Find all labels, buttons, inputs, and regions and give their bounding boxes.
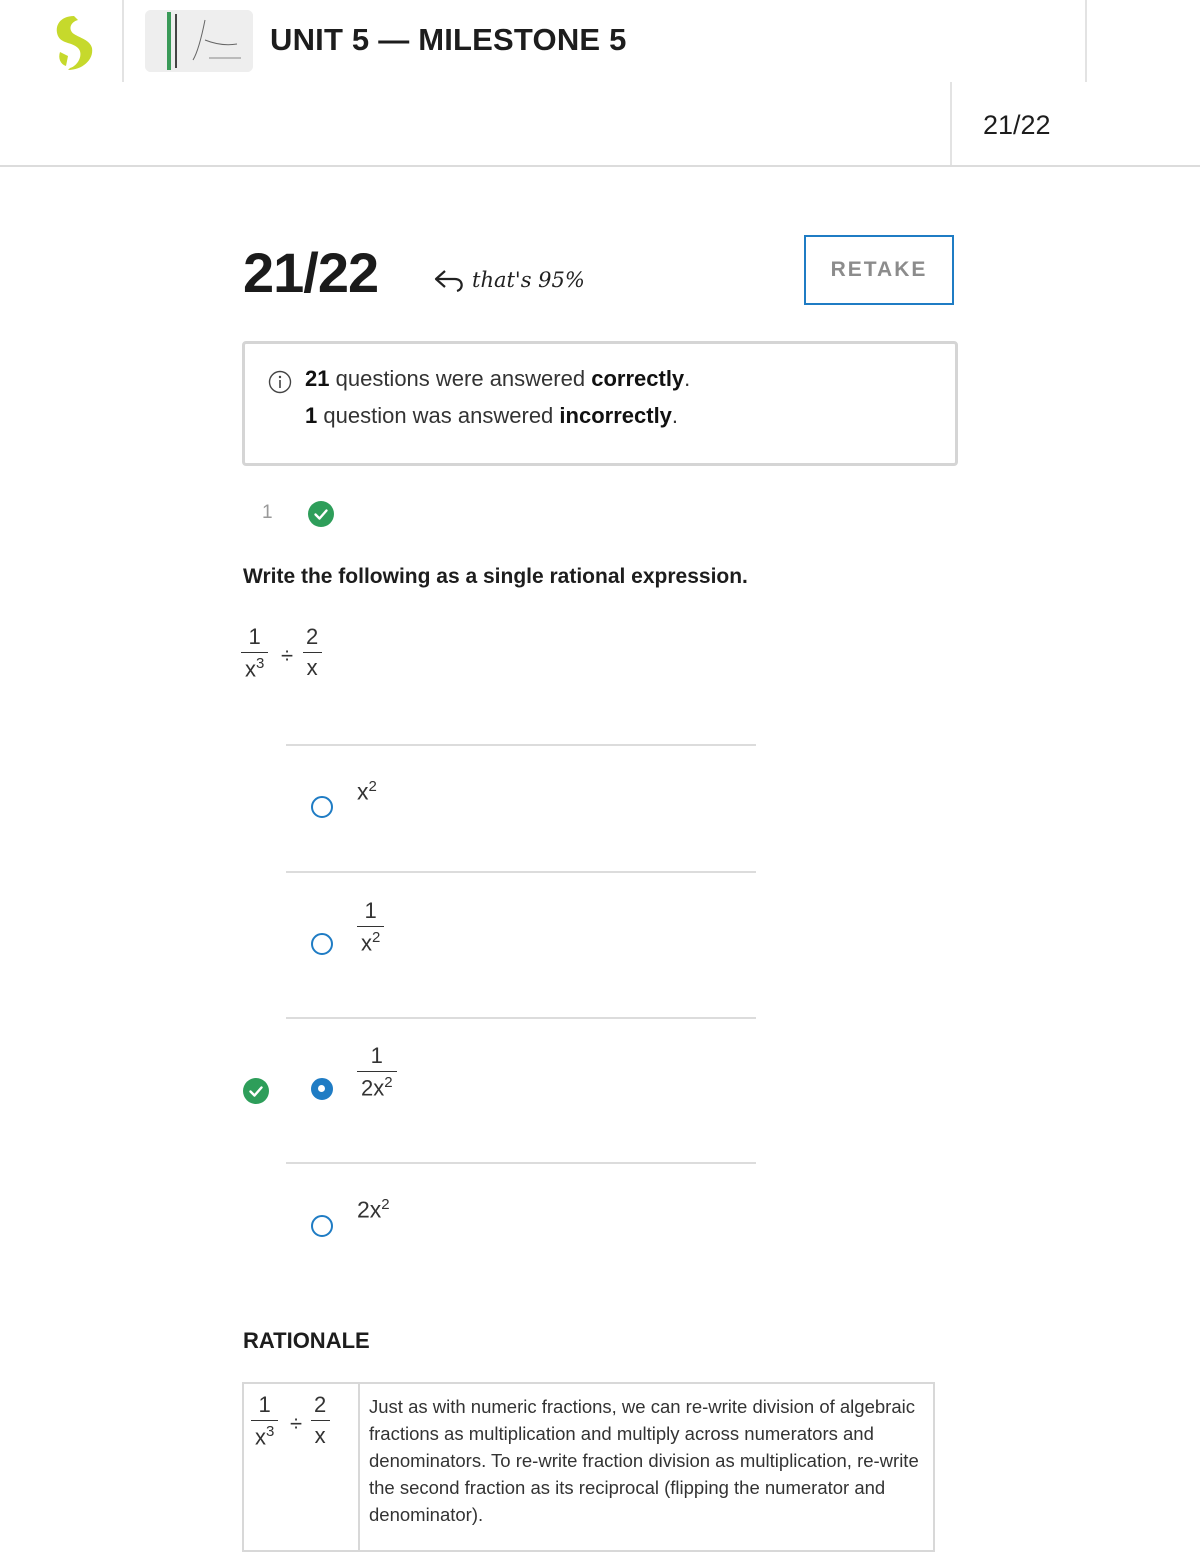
numerator: 1: [364, 898, 377, 923]
check-circle-icon: [308, 501, 334, 527]
option-divider: [286, 1017, 756, 1019]
header-score: 21/22: [983, 110, 1051, 140]
denominator: x: [303, 652, 322, 681]
answer-radio-3[interactable]: [311, 1078, 333, 1100]
question-prompt: Write the following as a single rational expression.: [243, 565, 748, 588]
correct-check-icon: [243, 1078, 269, 1104]
incorrect-count: 1: [305, 403, 318, 428]
divide-operator: ÷: [281, 643, 294, 668]
incorrect-summary: [305, 403, 678, 429]
correct-word: correctly: [591, 366, 685, 391]
fraction: [251, 1392, 278, 1450]
numerator: 2: [306, 624, 319, 649]
fraction: [241, 624, 268, 682]
header-divider: [122, 0, 124, 82]
denominator: $2x^2$: [357, 1071, 397, 1101]
period: .: [671, 403, 679, 428]
option-divider: [286, 871, 756, 873]
denominator: x: [311, 1420, 330, 1449]
numerator: 1: [258, 1392, 271, 1417]
incorrect-text: question was answered: [323, 403, 554, 428]
course-thumbnail-icon: [145, 10, 253, 72]
correct-text: questions were answered: [335, 366, 586, 391]
sophia-logo-icon[interactable]: [50, 12, 100, 72]
answer-option-1[interactable]: $x^2$: [357, 778, 377, 805]
curved-arrow-icon: [433, 267, 467, 295]
header-divider: [1085, 0, 1087, 82]
denominator: $x^3$: [251, 1420, 278, 1450]
incorrect-word: incorrectly: [559, 403, 672, 428]
numerator: 1: [370, 1043, 383, 1068]
correct-count: 21: [305, 366, 330, 391]
rationale-heading: RATIONALE: [243, 1328, 370, 1353]
info-icon: [268, 370, 292, 394]
answer-radio-1[interactable]: [311, 796, 333, 818]
period: .: [684, 366, 691, 391]
answer-option-2[interactable]: [357, 898, 384, 956]
page-title: UNIT 5 — MILESTONE 5: [270, 22, 627, 57]
score-display: 21/22: [243, 241, 379, 304]
numerator: 1: [248, 624, 261, 649]
correct-summary: [305, 366, 690, 392]
denominator: $x^2$: [357, 926, 384, 956]
numerator: 2: [314, 1392, 327, 1417]
divide-operator: ÷: [290, 1411, 303, 1436]
fraction: [310, 1392, 330, 1449]
question-number: 1: [262, 502, 273, 523]
option-divider: [286, 744, 756, 746]
answer-option-3[interactable]: [357, 1043, 397, 1101]
option-divider: [286, 1162, 756, 1164]
answer-radio-4[interactable]: [311, 1215, 333, 1237]
fraction: [302, 624, 322, 681]
percent-note: that's 95%: [472, 268, 585, 292]
answer-option-4[interactable]: $2x^2$: [357, 1196, 390, 1223]
rationale-text: Just as with numeric fractions, we can re-write division of algebraic fractions as multiplication and multiply across numerators and denominators. To re-write fraction division as multiplication, re-write the second fraction as its reciprocal (flipping the numerator and denominator).: [369, 1396, 919, 1525]
table-divider: [358, 1384, 360, 1552]
page-header: [0, 0, 1200, 167]
denominator: $x^3$: [241, 652, 268, 682]
answer-radio-2[interactable]: [311, 933, 333, 955]
header-divider: [950, 82, 952, 165]
retake-button[interactable]: RETAKE: [804, 235, 954, 305]
